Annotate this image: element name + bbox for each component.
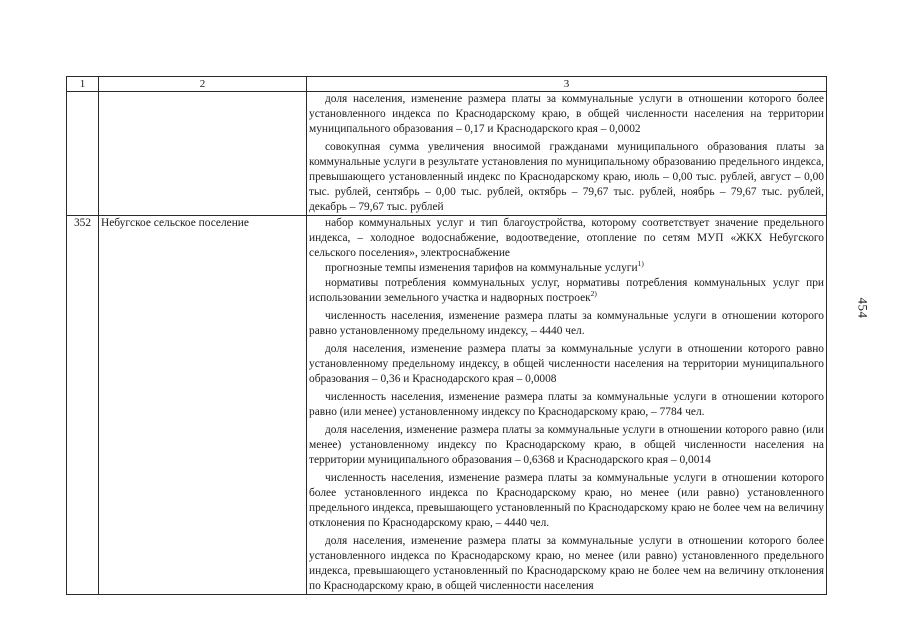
table-header-row: [67, 77, 827, 92]
settlement-name: Небугское сельское поселение: [99, 216, 307, 595]
paragraph-population-between: численность населения, изменение размера платы за коммунальные услуги в отношении которого более установленного индекса по Краснодарскому краю, но менее (или равно) установленного предельного индекса, превышающего установленный по Краснодарскому краю не более чем на величину отклонения по Краснодарскому краю, – 4440 чел.: [309, 472, 824, 529]
row-content-cell: [307, 92, 827, 216]
paragraph-consumption-norms: [309, 276, 824, 306]
paragraph-service-set: набор коммунальных услуг и тип благоустройства, которому соответствует значение предельного индекса, – холодное водоснабжение, водоотведение, отопление по сетям МУП «ЖКХ Небугского сельского поселения», электроснабжение: [309, 217, 824, 259]
paragraph-share-above-index: доля населения, изменение размера платы за коммунальные услуги в отношении которого более установленного индекса по Краснодарскому краю, в общей численности населения на территории муниципального образования – 0,17 и Краснодарского края – 0,0002: [309, 93, 824, 135]
row-name-cell: [99, 92, 307, 216]
header-col-3: 3: [307, 77, 827, 92]
row-number-cell: [67, 92, 99, 216]
paragraph-share-below-index: доля населения, изменение размера платы за коммунальные услуги в отношении которого равно (или менее) установленному индексу по Краснодарскому краю, в общей численности населения на территории муниципального образования – 0,6368 и Краснодарского края – 0,0014: [309, 424, 824, 466]
tariff-forecast-text: прогнозные темпы изменения тарифов на коммунальные услуги: [325, 262, 638, 274]
paragraph-share-between: доля населения, изменение размера платы за коммунальные услуги в отношении которого более установленного индекса по Краснодарскому краю, но менее (или равно) установленного предельного индекса, превышающего установленный по Краснодарскому краю не более чем на величину отклонения по Краснодарскому краю, в общей численности населения: [309, 535, 824, 592]
paragraph-tariff-forecast: [309, 261, 824, 276]
paragraph-share-equal-limit: доля населения, изменение размера платы за коммунальные услуги в отношении которого равно установленному предельному индексу, в общей численности населения на территории муниципального образования – 0,36 и Краснодарского края – 0,0008: [309, 343, 824, 385]
paragraph-total-payment-increase: совокупная сумма увеличения вносимой гражданами муниципального образования платы за коммунальные услуги в результате установления по муниципальному образованию предельного индекса, превышающего установленный индекс по Краснодарскому краю, июль – 0,00 тыс. рублей, август – 0,00 тыс. рублей, сентябрь – 0,00 тыс. рублей, октябрь – 79,67 тыс. рублей, ноябрь – 79,67 тыс. рублей, декабрь – 79,67 тыс. рублей: [309, 141, 824, 213]
header-col-2: 2: [99, 77, 307, 92]
footnote-mark-1: 1): [637, 259, 644, 268]
footnote-mark-2: 2): [590, 289, 597, 298]
row-number: 352: [67, 216, 99, 595]
table-row-352: [67, 216, 827, 595]
document-table: [66, 76, 827, 595]
row-content-cell: [307, 216, 827, 595]
table-row-continuation: [67, 92, 827, 216]
paragraph-population-equal-limit: численность населения, изменение размера платы за коммунальные услуги в отношении которого равно установленному предельному индексу, – 4440 чел.: [309, 310, 824, 337]
paragraph-population-below-index: численность населения, изменение размера платы за коммунальные услуги в отношении которого равно (или менее) установленному индексу по Краснодарскому краю, – 7784 чел.: [309, 391, 824, 418]
header-col-1: 1: [67, 77, 99, 92]
page-number: 454: [855, 297, 871, 319]
consumption-norms-text: нормативы потребления коммунальных услуг, нормативы потребления коммунальных услуг при использовании земельного участка и надворных построек: [309, 277, 824, 304]
